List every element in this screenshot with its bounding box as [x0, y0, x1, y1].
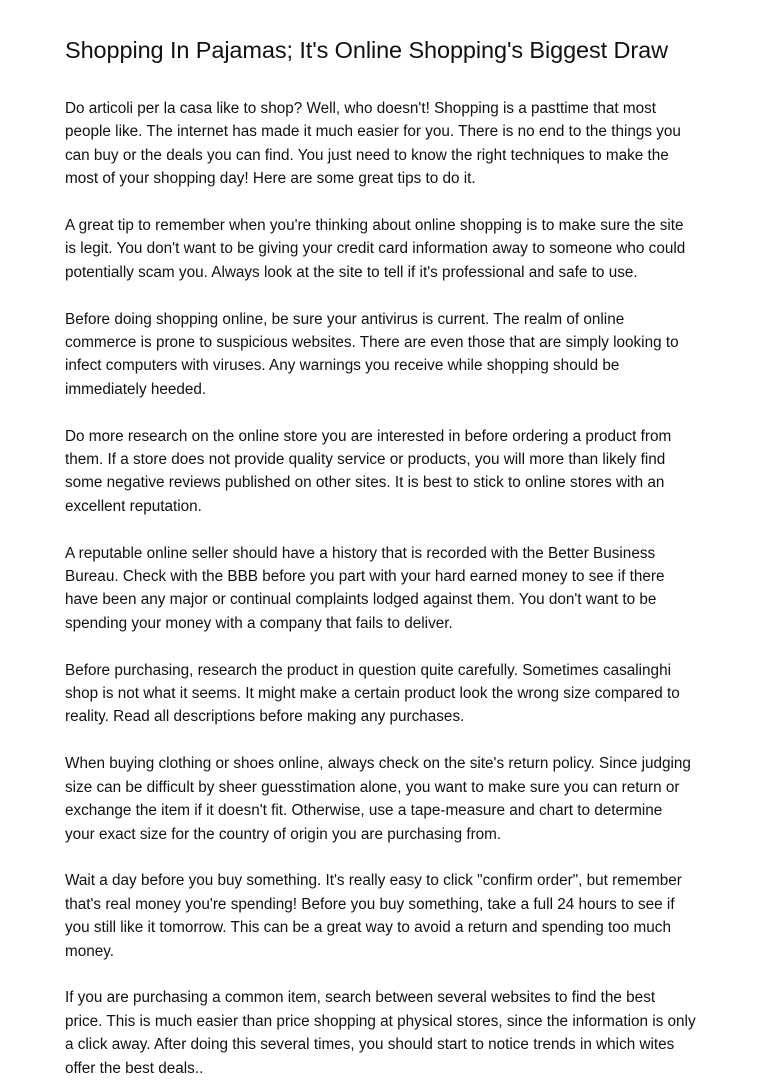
paragraph-bbb: A reputable online seller should have a history that is recorded with the Better Business Bureau. Check with the BBB before you part with your hard earned money to see if there have been any major or continual complaints lodged against them. You don't want to be spending your money with a company that fails to deliver.: [65, 544, 665, 632]
paragraph-return-policy: When buying clothing or shoes online, always check on the site's return policy. Since judging size can be difficult by sheer guesstimation alone, you want to make sure you can return or exchange the item if it doesn't fit. Otherwise, use a tape-measure and chart to determine your exact size for the country of origin you are purchasing from.: [65, 755, 691, 843]
paragraph-intro: Do articoli per la casa like to shop? Well, who doesn't! Shopping is a pasttime that most people like. The internet has made it much easier for you. There is no end to the things you can buy or the deals you can find. You just need to know the right techniques to make the most of your shopping day! Here are some great tips to do it.: [65, 100, 681, 188]
paragraph-research-product: Before purchasing, research the product in question quite carefully. Sometimes casalinghi shop is not what it seems. It might make a certain product look the wrong size compared to reality. Read all descriptions before making any purchases.: [65, 661, 680, 726]
document-title: Shopping In Pajamas; It's Online Shopping's Biggest Draw: [65, 37, 668, 63]
paragraph-compare-prices: If you are purchasing a common item, search between several websites to find the best price. This is much easier than price shopping at physical stores, since the information is only a click away. After doing this several times, you should start to notice trends in which wites offer the best deals..: [65, 989, 696, 1077]
document-body: [65, 97, 710, 1080]
paragraph-site-legit: A great tip to remember when you're thinking about online shopping is to make sure the site is legit. You don't want to be giving your credit card information away to someone who could potentially scam you. Always look at the site to tell if it's professional and safe to use.: [65, 217, 686, 281]
paragraph-wait-a-day: Wait a day before you buy something. It's really easy to click "confirm order", but remember that's real money you're spending! Before you buy something, take a full 24 hours to see if you still like it tomorrow. This can be a great way to avoid a return and spending too much money.: [65, 872, 682, 960]
paragraph-research-store: Do more research on the online store you are interested in before ordering a product from them. If a store does not provide quality service or products, you will more than likely find some negative reviews published on other sites. It is best to stick to online stores with an excellent reputation.: [65, 427, 672, 515]
paragraph-antivirus: Before doing shopping online, be sure your antivirus is current. The realm of online commerce is prone to suspicious websites. There are even those that are simply looking to infect computers with viruses. Any warnings you receive while shopping should be immediately heeded.: [65, 310, 679, 398]
